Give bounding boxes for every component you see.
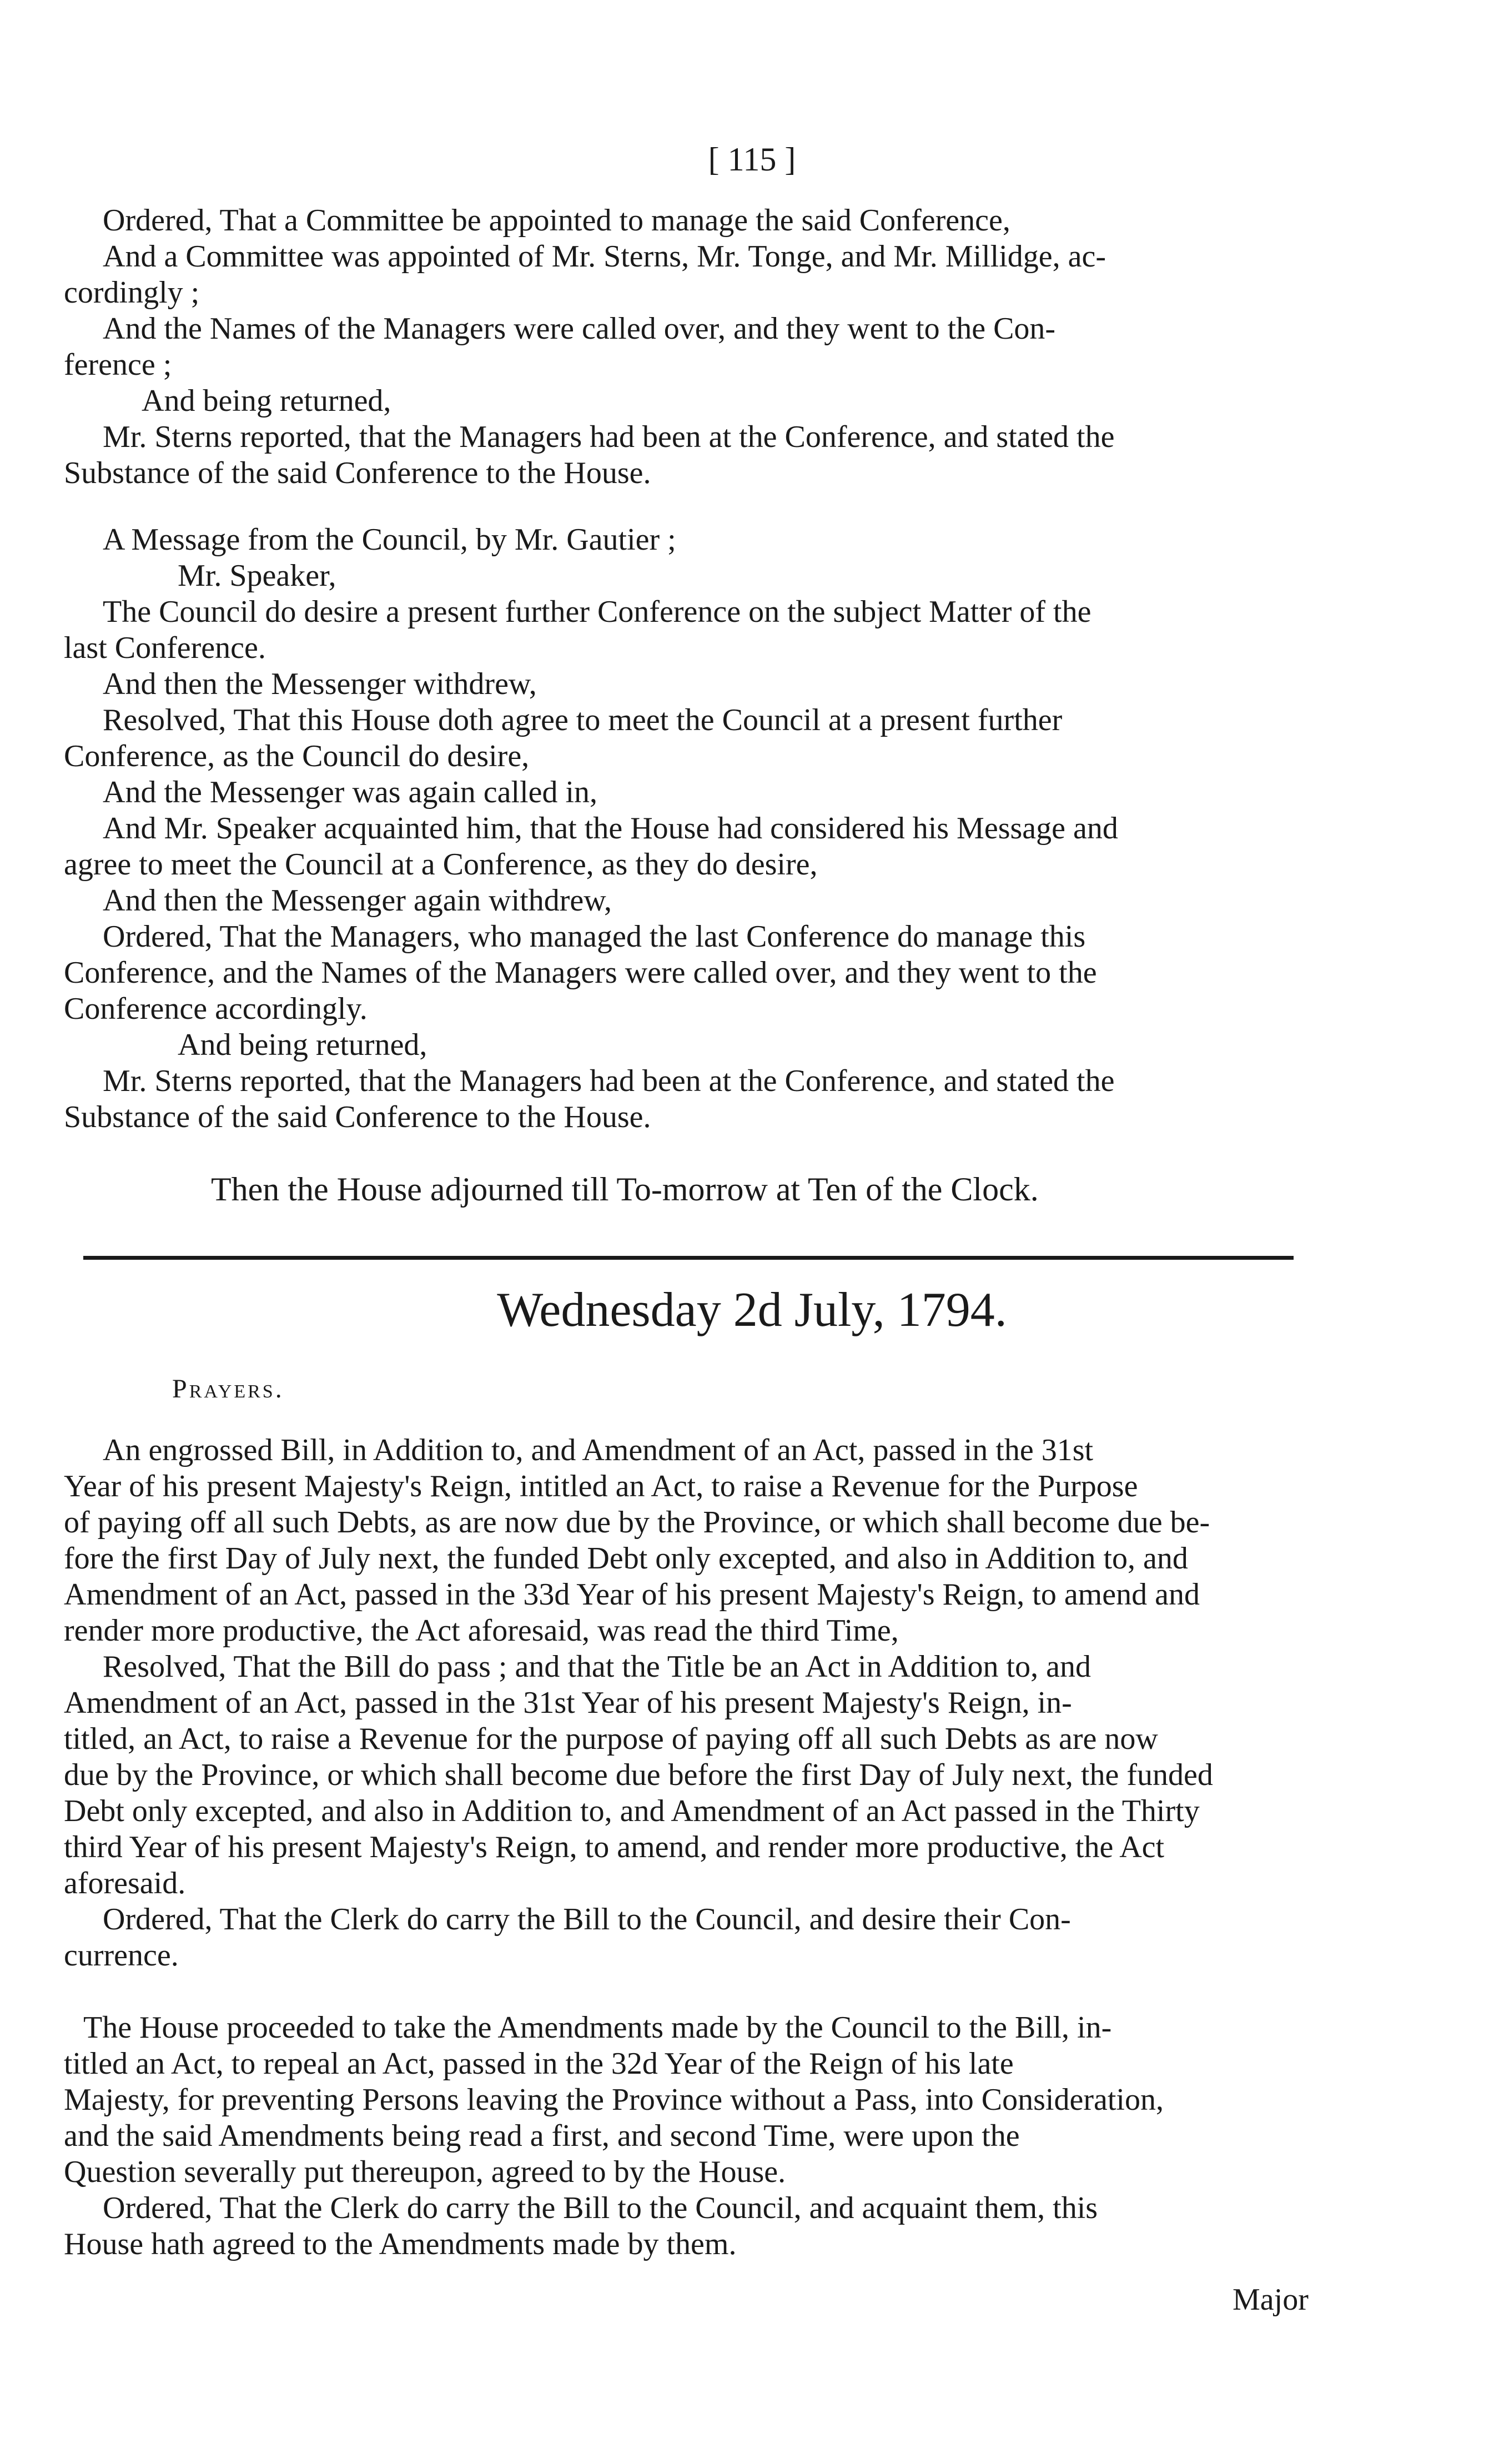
text-line: Substance of the said Conference to the House. [64, 456, 651, 490]
text-line: Conference accordingly. [64, 992, 368, 1026]
text-line: aforesaid. [64, 1866, 186, 1900]
text-line: Amendment of an Act, passed in the 33d Year of his present Majesty's Reign, to amend and [64, 1577, 1200, 1612]
date-heading: Wednesday 2d July, 1794. [497, 1283, 1007, 1337]
text-line: Conference, as the Council do desire, [64, 739, 530, 773]
text-line: The House proceeded to take the Amendments made by the Council to the Bill, in- [83, 2010, 1112, 2045]
text-line: Amendment of an Act, passed in the 31st Year of his present Majesty's Reign, in- [64, 1686, 1072, 1720]
text-line: House hath agreed to the Amendments made by them. [64, 2227, 737, 2261]
text-line: The Council do desire a present further Conference on the subject Matter of the [103, 595, 1091, 629]
text-line: And then the Messenger again withdrew, [103, 883, 612, 918]
text-line: Ordered, That the Clerk do carry the Bill to the Council, and desire their Con- [103, 1902, 1071, 1937]
text-line: cordingly ; [64, 275, 200, 310]
text-line: Debt only excepted, and also in Addition to, and Amendment of an Act passed in the Thirty [64, 1794, 1200, 1828]
text-line: of paying off all such Debts, as are now due by the Province, or which shall become due be- [64, 1505, 1210, 1540]
text-line: Year of his present Majesty's Reign, intitled an Act, to raise a Revenue for the Purpose [64, 1469, 1138, 1503]
text-line: A Message from the Council, by Mr. Gautier ; [103, 522, 676, 557]
text-line: Ordered, That the Managers, who managed the last Conference do manage this [103, 919, 1086, 954]
text-line: render more productive, the Act aforesaid, was read the third Time, [64, 1613, 899, 1648]
text-line: last Conference. [64, 631, 266, 665]
text-line: Conference, and the Names of the Managers were called over, and they went to the [64, 956, 1097, 990]
adjournment-line: Then the House adjourned till To-morrow at Ten of the Clock. [211, 1171, 1039, 1208]
text-line: Ordered, That the Clerk do carry the Bill to the Council, and acquaint them, this [103, 2191, 1098, 2225]
text-line: and the said Amendments being read a first, and second Time, were upon the [64, 2119, 1020, 2153]
text-line: Resolved, That this House doth agree to meet the Council at a present further [103, 703, 1063, 737]
text-line: Ordered, That a Committee be appointed to manage the said Conference, [103, 203, 1010, 238]
text-line: An engrossed Bill, in Addition to, and Amendment of an Act, passed in the 31st [103, 1433, 1094, 1467]
catchword: Major [1233, 2282, 1309, 2317]
text-line: currence. [64, 1938, 179, 1973]
text-line: And then the Messenger withdrew, [103, 667, 537, 701]
text-line: agree to meet the Council at a Conference, as they do desire, [64, 847, 818, 882]
section-divider [83, 1256, 1294, 1260]
text-line: And being returned, [142, 384, 391, 418]
prayers-label: Prayers. [172, 1374, 284, 1404]
text-line: Majesty, for preventing Persons leaving the Province without a Pass, into Consideration, [64, 2083, 1164, 2117]
page-number: [ 115 ] [708, 141, 796, 178]
text-line: Resolved, That the Bill do pass ; and that the Title be an Act in Addition to, and [103, 1650, 1091, 1684]
text-line: And a Committee was appointed of Mr. Sterns, Mr. Tonge, and Mr. Millidge, ac- [103, 239, 1106, 274]
text-line: Mr. Sterns reported, that the Managers had been at the Conference, and stated the [103, 420, 1115, 454]
text-line: And being returned, [178, 1028, 427, 1062]
text-line: Substance of the said Conference to the House. [64, 1100, 651, 1134]
text-line: ference ; [64, 348, 172, 382]
text-line: fore the first Day of July next, the funded Debt only excepted, and also in Addition to, and [64, 1541, 1188, 1576]
text-line: due by the Province, or which shall become due before the first Day of July next, the funded [64, 1758, 1213, 1792]
text-line: titled, an Act, to raise a Revenue for the purpose of paying off all such Debts as are now [64, 1722, 1158, 1756]
text-line: And the Messenger was again called in, [103, 775, 598, 809]
text-line: And the Names of the Managers were called over, and they went to the Con- [103, 311, 1056, 346]
text-line: titled an Act, to repeal an Act, passed in the 32d Year of the Reign of his late [64, 2046, 1014, 2081]
text-line: Mr. Sterns reported, that the Managers had been at the Conference, and stated the [103, 1064, 1115, 1098]
text-line: Question severally put thereupon, agreed to by the House. [64, 2155, 786, 2189]
text-line: third Year of his present Majesty's Reign, to amend, and render more productive, the Act [64, 1830, 1165, 1864]
text-line: Mr. Speaker, [178, 559, 336, 593]
text-line: And Mr. Speaker acquainted him, that the House had considered his Message and [103, 811, 1118, 846]
